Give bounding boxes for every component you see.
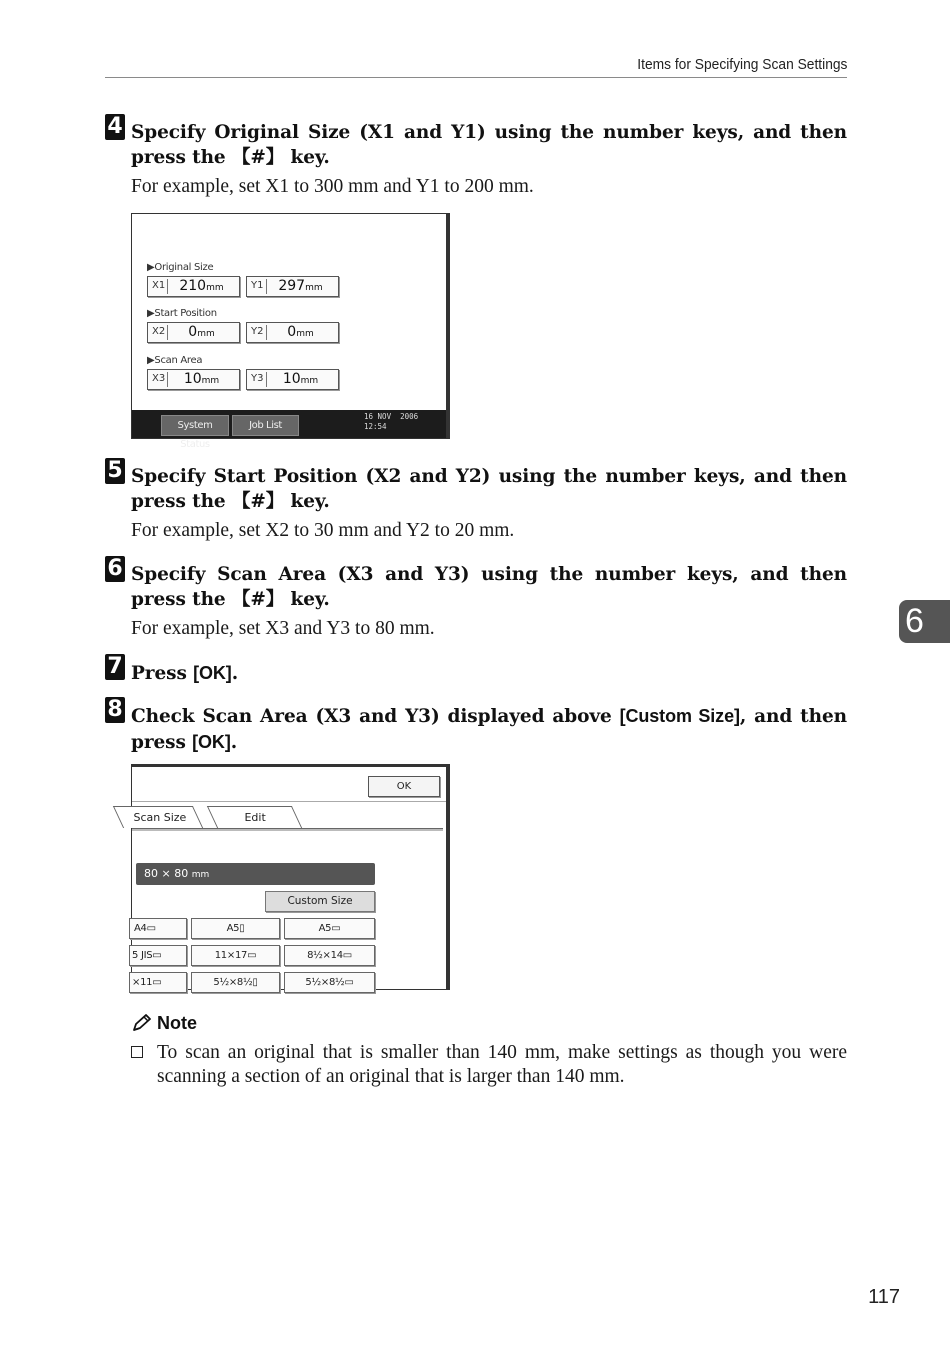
tab-edit[interactable]: Edit [207,806,302,828]
scan-area-label: ▶Scan Area [147,355,203,366]
step-5-title: Specify Start Position (X2 and Y2) using the number keys, and then press the 【#】 key. [131,466,847,512]
status-bar [132,410,446,450]
system-status-button[interactable]: System Status [161,415,229,436]
size-a5-portrait[interactable]: A5▯ [191,918,280,939]
chapter-tab: 6 [899,600,950,643]
step-4-description: For example, set X1 to 300 mm and Y1 to 200 mm. [131,176,534,197]
size-a4-landscape[interactable]: A4▭ [129,918,187,939]
tab-scan-size[interactable]: Scan Size [113,806,203,828]
step-number-4: 4 [105,114,125,140]
step-4-title: Specify Original Size (X1 and Y1) using the number keys, and then press the 【#】 key. [131,122,847,168]
step-number-8: 8 [105,697,125,723]
x1-field[interactable]: X1 210mm [147,276,240,297]
step-5-description: For example, set X2 to 30 mm and Y2 to 20 mm. [131,520,515,541]
tab-underline [132,828,443,831]
ok-button-ref: [OK] [192,731,231,752]
checkbox-bullet-icon [131,1046,143,1058]
custom-size-button-ref: [Custom Size] [619,706,740,726]
size-8-5x14[interactable]: 8½×14▭ [284,945,375,966]
size-a5-landscape[interactable]: A5▭ [284,918,375,939]
note-heading: Note [131,1013,197,1034]
step-number-5: 5 [105,458,125,484]
hash-key-icon: 【#】 [231,146,285,168]
running-header: Items for Specifying Scan Settings [636,56,847,73]
x2-field[interactable]: X2 0mm [147,322,240,343]
step-6-title: Specify Scan Area (X3 and Y3) using the number keys, and then press the 【#】 key. [131,564,847,610]
step-number-7: 7 [105,654,125,680]
size-jis-landscape[interactable]: 5 JIS▭ [129,945,187,966]
step-6-description: For example, set X3 and Y3 to 80 mm. [131,618,435,639]
scan-size-screen [131,764,450,990]
page-number: 117 [868,1286,900,1308]
divider [132,801,446,802]
size-11x17[interactable]: 11×17▭ [191,945,280,966]
hash-key-icon: 【#】 [231,588,285,610]
ok-button-ref: [OK] [193,663,232,683]
note-item: To scan an original that is smaller than 140 mm, make settings as though you were scanning a section of an original that is larger than 140 mm. [157,1042,847,1087]
start-position-label: ▶Start Position [147,308,217,319]
hash-key-icon: 【#】 [231,490,285,512]
current-size-display: 80 × 80 mm [136,863,375,885]
y3-field[interactable]: Y3 10mm [246,369,339,390]
original-size-label: ▶Original Size [147,262,214,273]
y1-field[interactable]: Y1 297mm [246,276,339,297]
custom-size-button[interactable]: Custom Size [265,891,375,912]
pencil-icon [131,1013,153,1033]
ok-button[interactable]: OK [368,776,440,797]
step-7-title: Press [OK]. [131,663,239,684]
step-8-title: Check Scan Area (X3 and Y3) displayed above [Custom Size], and then press [OK]. [131,706,847,753]
original-size-screen [131,213,450,450]
x3-field[interactable]: X3 10mm [147,369,240,390]
header-rule [105,77,847,78]
y2-field[interactable]: Y2 0mm [246,322,339,343]
date-time-display: 16 NOV 2006 12:54 [364,412,419,431]
size-5-5x8-5-landscape[interactable]: 5½×8½▭ [284,972,375,993]
size-x11-landscape[interactable]: ×11▭ [129,972,187,993]
step-number-6: 6 [105,556,125,582]
job-list-button[interactable]: Job List [232,415,299,436]
size-5-5x8-5-portrait[interactable]: 5½×8½▯ [191,972,280,993]
